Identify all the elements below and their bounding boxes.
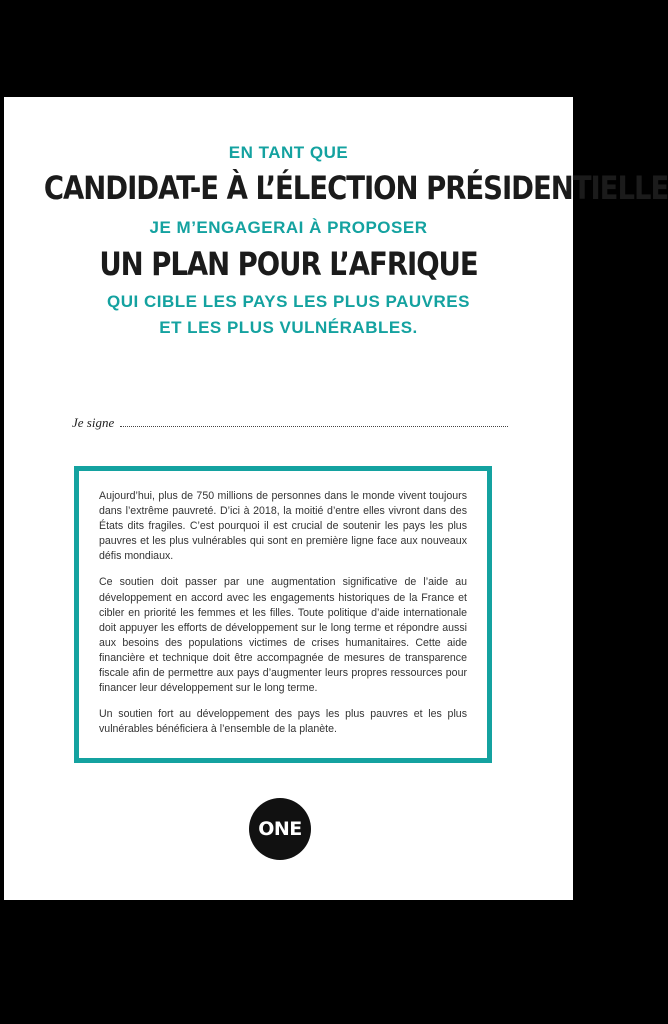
headline-line-2: CANDIDAT-E À L’ÉLECTION PRÉSIDENTIELLE <box>43 169 668 207</box>
signature-dotted-field[interactable] <box>120 416 508 427</box>
document-page <box>4 97 668 900</box>
one-logo <box>249 798 311 860</box>
body-paragraph-3: Un soutien fort au développement des pays les plus pauvres et les plus vulnérables bénéficiera à l’ensemble de la planète. <box>99 708 467 736</box>
body-paragraph-1: Aujourd’hui, plus de 750 millions de personnes dans le monde vivent toujours dans l’extrême pauvreté. D’ici à 2018, la moitié d’entre elles vivront dans des États dits fragiles. C’est pourquoi il est crucial de soutenir les pays les plus pauvres et les plus vulnérables qui sont en première ligne face aux nouveaux défis mondiaux. <box>99 490 467 563</box>
one-logo-text: ONE <box>258 818 302 840</box>
headline-line-1: EN TANT QUE <box>228 143 349 162</box>
signature-line <box>72 415 508 431</box>
headline-line-4: UN PLAN POUR L’AFRIQUE <box>99 245 478 283</box>
headline-line-3: JE M’ENGAGERAI À PROPOSER <box>149 218 428 237</box>
headline-line-6: ET LES PLUS VULNÉRABLES. <box>159 318 418 337</box>
headline-line-5: QUI CIBLE LES PAYS LES PLUS PAUVRES <box>107 292 470 311</box>
body-paragraph-2: Ce soutien doit passer par une augmentation significative de l’aide au développement en accord avec les engagements historiques de la France et cibler en priorité les femmes et les filles. Toute politique d’aide internationale doit appuyer les efforts de développement sur le long terme et répondre aussi aux besoins des populations victimes de crises humanitaires. Cette aide financière et technique doit être accompagnée de mesures de transparence fiscale afin de permettre aux pays d’augmenter leurs propres ressources pour financer leur développement sur le long terme. <box>99 576 467 695</box>
signature-label: Je signe <box>72 415 115 430</box>
body-text-box <box>74 466 492 763</box>
